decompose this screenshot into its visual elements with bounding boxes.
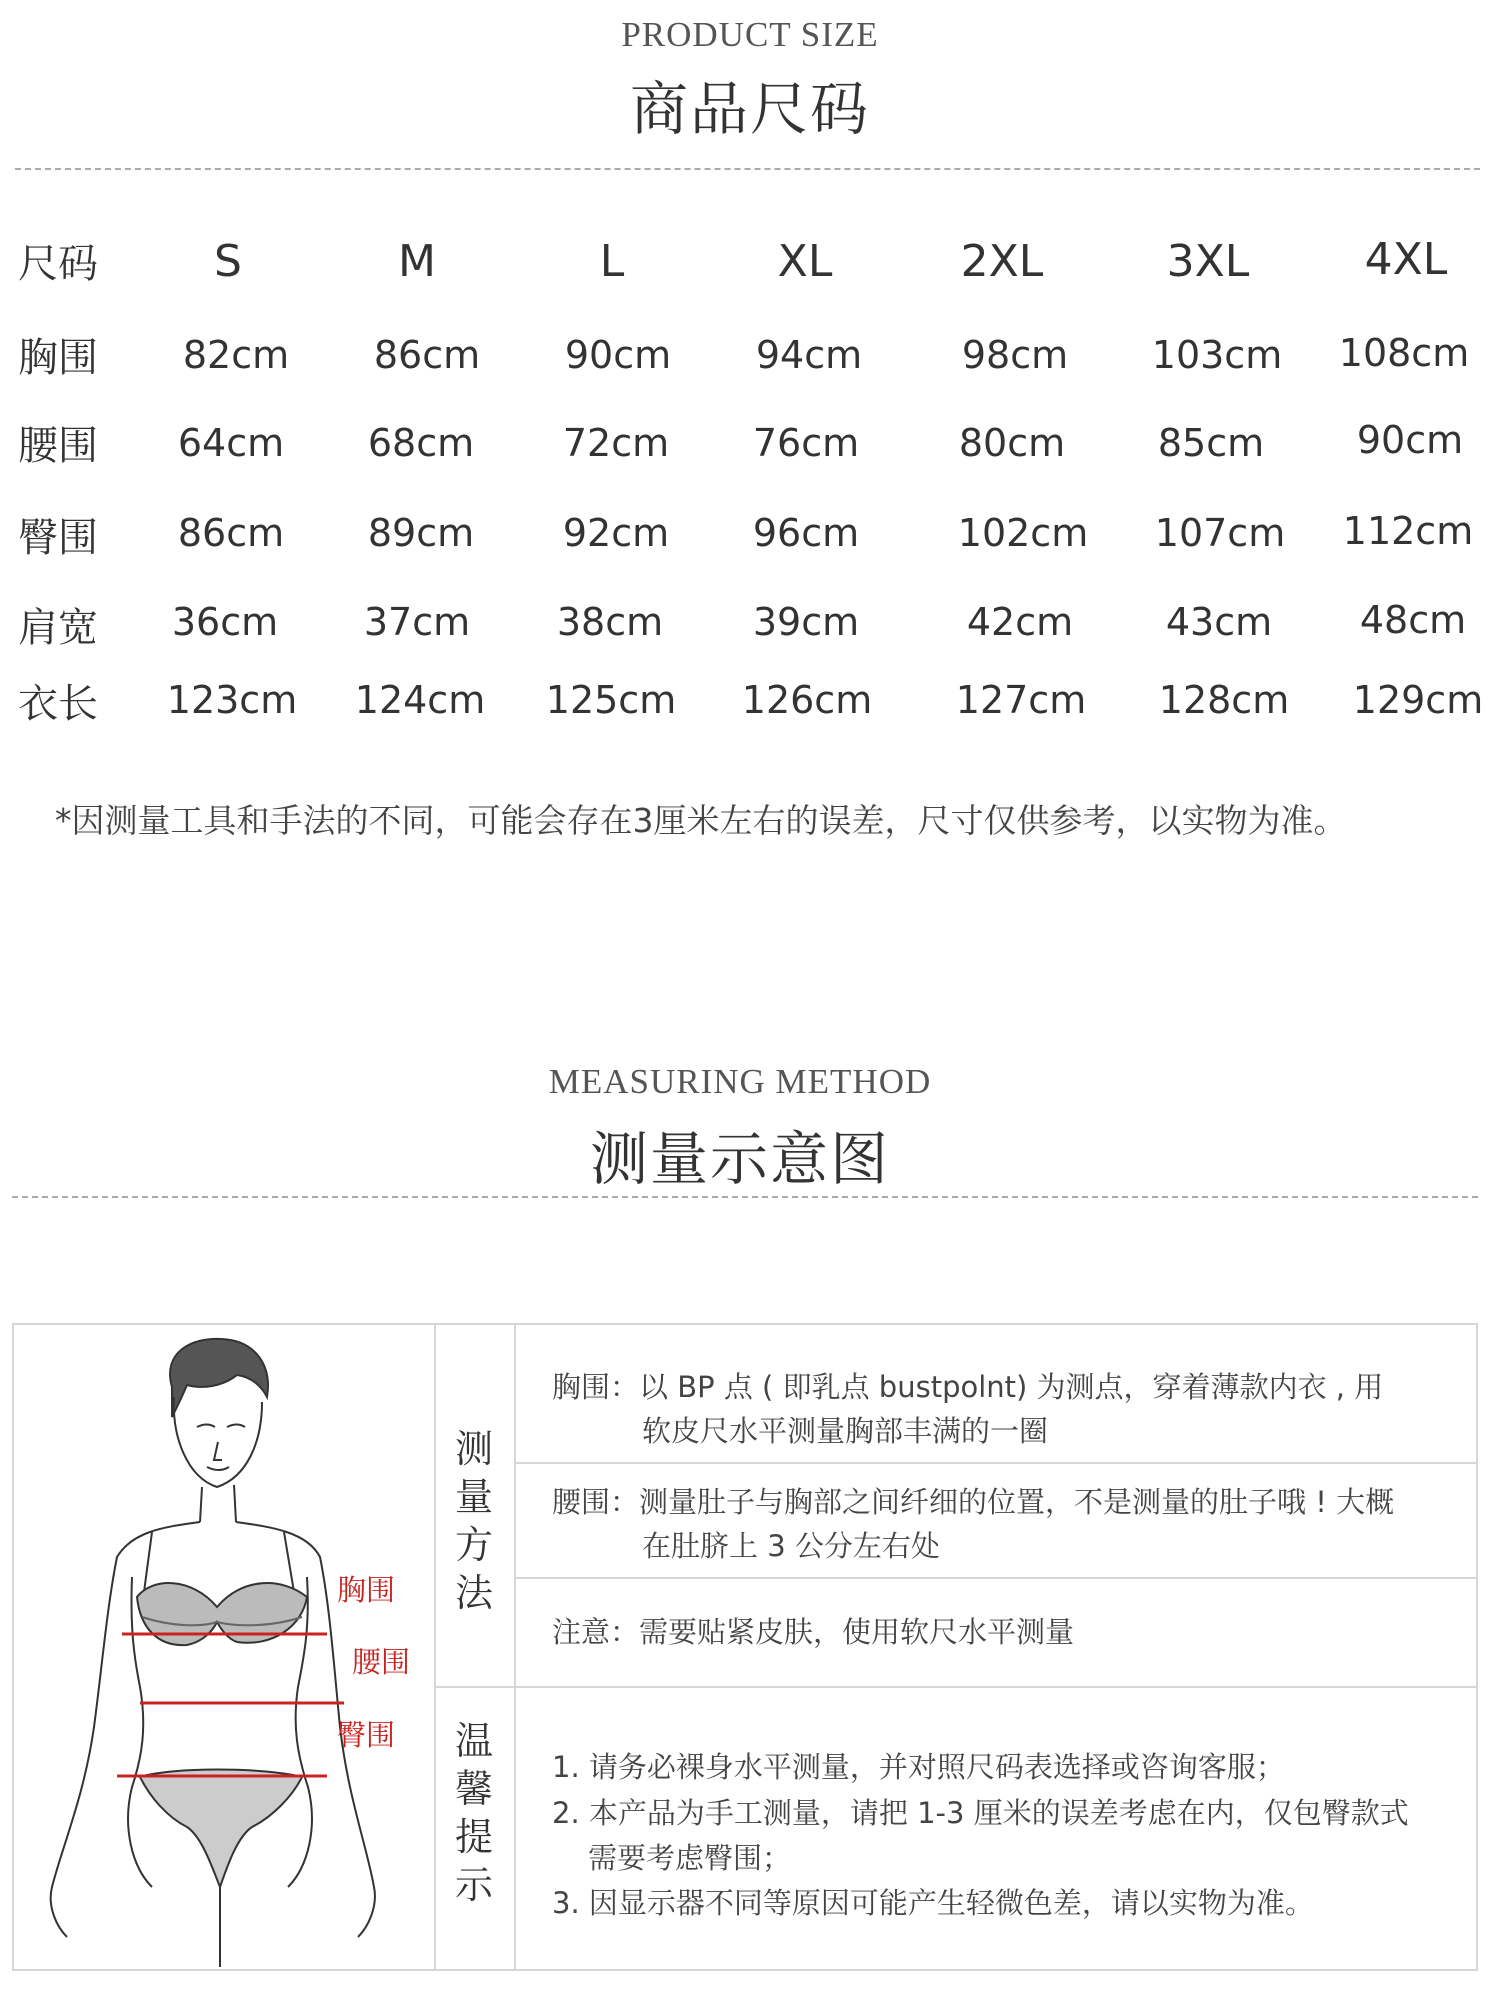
- heading-divider: [514, 1325, 516, 1969]
- table-cell: 102cm: [957, 511, 1089, 555]
- measure-box: [12, 1323, 1478, 1971]
- table-cell: 90cm: [564, 333, 672, 377]
- table-cell: 42cm: [966, 600, 1074, 644]
- table-cell: 94cm: [755, 333, 863, 377]
- table-cell: 129cm: [1352, 678, 1484, 722]
- method-item-label: 胸围：: [552, 1370, 640, 1404]
- size-header-4xl: 4XL: [1364, 234, 1448, 285]
- method-item-bust: [552, 1365, 1383, 1453]
- size-header-s: S: [214, 236, 242, 287]
- measure-title-cn: 测量示意图: [589, 1125, 890, 1193]
- measure-title-en: MEASURING METHOD: [548, 1062, 932, 1101]
- size-title-en: PRODUCT SIZE: [621, 15, 879, 54]
- table-cell: 89cm: [367, 511, 475, 555]
- section-divider: [434, 1686, 1478, 1688]
- row-label-hip: 臀围: [18, 515, 98, 561]
- method-item-label: 注意：: [552, 1615, 640, 1649]
- size-table: [0, 0, 1500, 760]
- method-item-label: 腰围：: [552, 1485, 640, 1519]
- table-cell: 96cm: [752, 511, 860, 555]
- row-label-shoulder: 肩宽: [18, 605, 98, 651]
- table-cell: 126cm: [741, 678, 873, 722]
- tip-item: 需要考虑臀围；: [588, 1841, 792, 1875]
- table-cell: 112cm: [1342, 509, 1474, 553]
- method-item-line: 在肚脐上 3 公分左右处: [642, 1529, 940, 1563]
- table-cell: 107cm: [1154, 511, 1286, 555]
- method-item-line: 需要贴紧皮肤，使用软尺水平测量: [639, 1615, 1075, 1649]
- table-cell: 36cm: [171, 600, 279, 644]
- method-item-note: [552, 1610, 1074, 1654]
- method-row-divider: [514, 1577, 1478, 1579]
- table-cell: 86cm: [373, 333, 481, 377]
- method-item-waist: [552, 1480, 1394, 1568]
- size-header-m: M: [398, 236, 436, 287]
- table-cell: 86cm: [177, 511, 285, 555]
- size-title-cn: 商品尺码: [629, 75, 870, 143]
- row-label-waist: 腰围: [18, 423, 98, 469]
- size-header-label: 尺码: [18, 241, 98, 287]
- table-cell: 43cm: [1165, 600, 1273, 644]
- table-cell: 64cm: [177, 421, 285, 465]
- table-cell: 124cm: [354, 678, 486, 722]
- table-cell: 123cm: [166, 678, 298, 722]
- tip-item: 2. 本产品为手工测量，请把 1-3 厘米的误差考虑在内，仅包臀款式: [552, 1796, 1409, 1830]
- method-row-divider: [514, 1462, 1478, 1464]
- table-cell: 72cm: [562, 421, 670, 465]
- size-header-3xl: 3XL: [1166, 236, 1250, 287]
- table-cell: 125cm: [545, 678, 677, 722]
- figure-label-hip: 臀围: [337, 1718, 396, 1752]
- method-item-line: 软皮尺水平测量胸部丰满的一圈: [642, 1414, 1049, 1448]
- table-cell: 127cm: [955, 678, 1087, 722]
- table-cell: 108cm: [1338, 331, 1470, 375]
- figure-divider: [434, 1325, 436, 1969]
- figure-label-bust: 胸围: [337, 1573, 396, 1607]
- figure-label-waist: 腰围: [352, 1645, 411, 1679]
- table-cell: 38cm: [556, 600, 664, 644]
- size-header-l: L: [599, 236, 625, 287]
- table-cell: 39cm: [752, 600, 860, 644]
- method-item-line: 以 BP 点 ( 即乳点 bustpolnt) 为测点，穿着薄款内衣 , 用: [639, 1370, 1384, 1404]
- size-note: *因测量工具和手法的不同，可能会存在3厘米左右的误差，尺寸仅供参考，以实物为准。: [55, 801, 1347, 840]
- table-cell: 37cm: [363, 600, 471, 644]
- table-cell: 82cm: [182, 333, 290, 377]
- tip-item: 1. 请务必裸身水平测量，并对照尺码表选择或咨询客服；: [552, 1750, 1285, 1784]
- table-cell: 90cm: [1356, 418, 1464, 462]
- table-cell: 76cm: [752, 421, 860, 465]
- table-cell: 68cm: [367, 421, 475, 465]
- size-header-xl: XL: [777, 236, 833, 287]
- measure-divider: [12, 1196, 1478, 1198]
- table-cell: 103cm: [1151, 333, 1283, 377]
- row-label-bust: 胸围: [18, 335, 98, 381]
- size-header-2xl: 2XL: [960, 236, 1044, 287]
- table-cell: 98cm: [961, 333, 1069, 377]
- table-cell: 92cm: [562, 511, 670, 555]
- table-cell: 80cm: [958, 421, 1066, 465]
- tip-item: 3. 因显示器不同等原因可能产生轻微色差，请以实物为准。: [552, 1886, 1314, 1920]
- table-cell: 48cm: [1359, 598, 1467, 642]
- table-cell: 128cm: [1158, 678, 1290, 722]
- row-label-length: 衣长: [18, 681, 98, 727]
- method-heading: 测 量 方 法: [454, 1427, 493, 1615]
- tips-heading: 温 馨 提 示: [454, 1719, 493, 1907]
- method-item-line: 测量肚子与胸部之间纤细的位置，不是测量的肚子哦 ! 大概: [639, 1485, 1395, 1519]
- table-cell: 85cm: [1157, 421, 1265, 465]
